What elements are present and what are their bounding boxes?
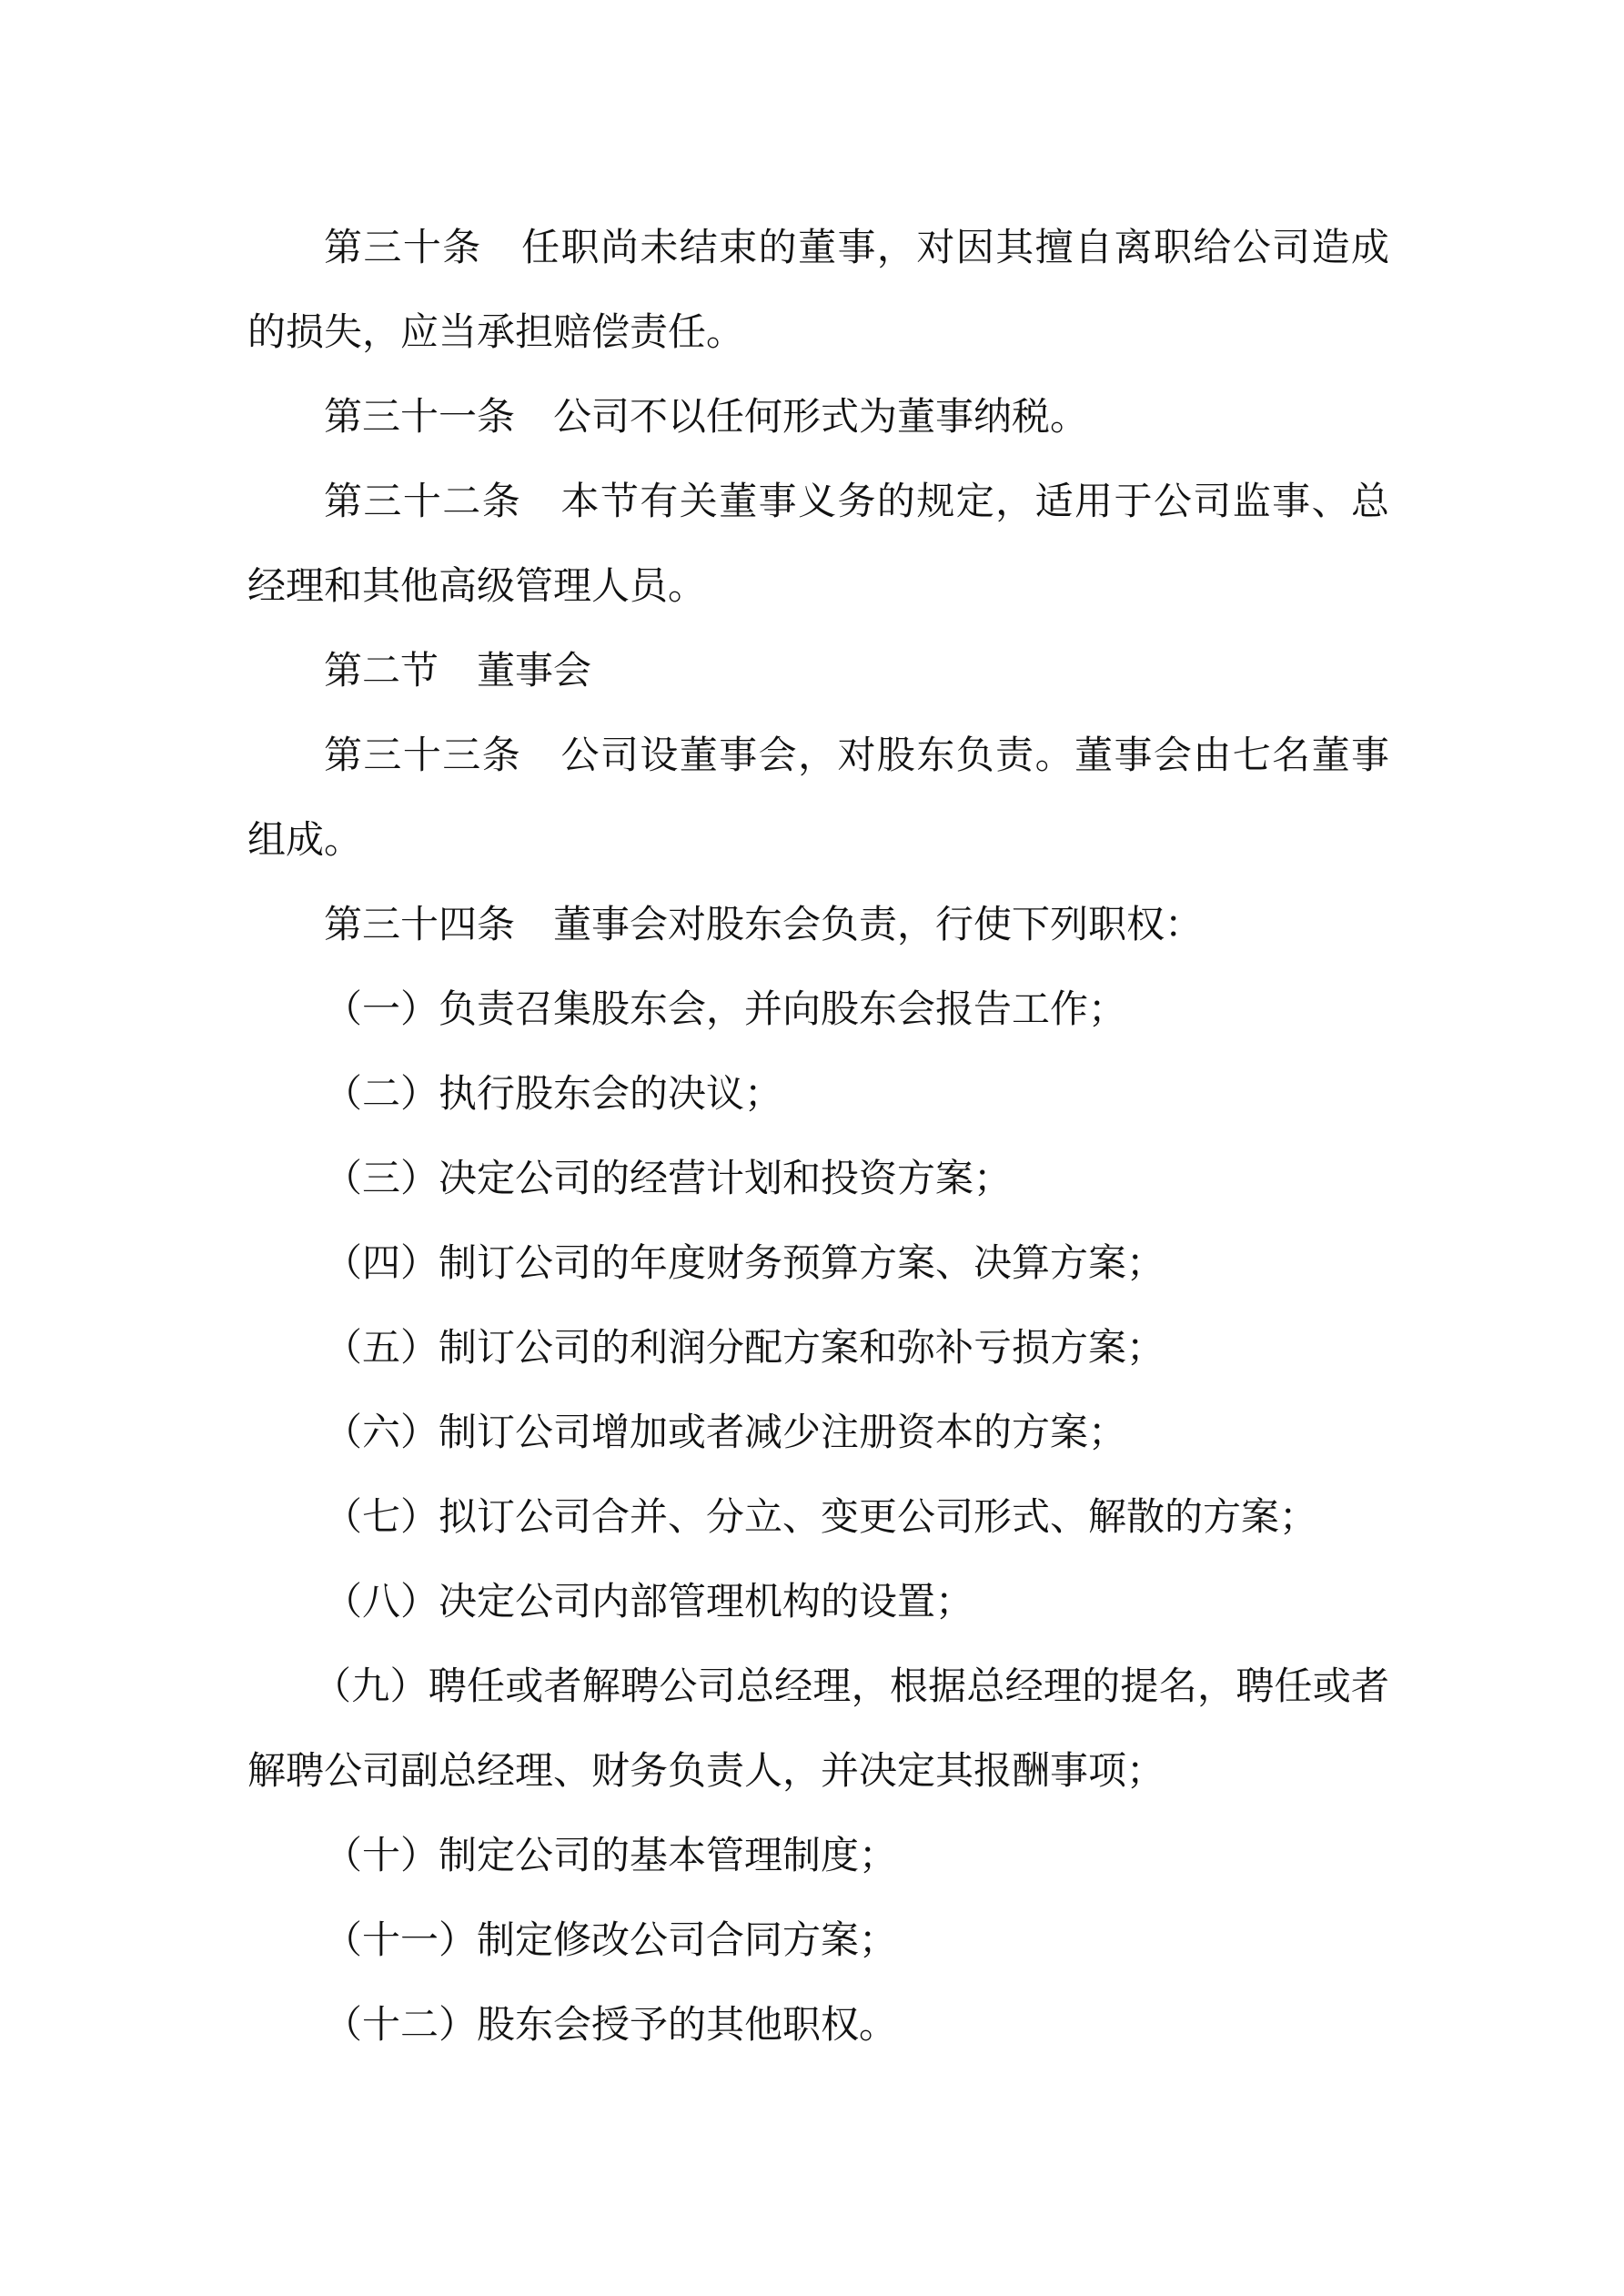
article-34: 第三十四条 董事会对股东会负责，行使下列职权： [324, 902, 1204, 946]
list-item-4: （四）制订公司的年度财务预算方案、决算方案； [324, 1240, 1165, 1285]
list-item-5: （五）制订公司的利润分配方案和弥补亏损方案； [324, 1325, 1165, 1370]
list-item-11: （十一）制定修改公司合同方案； [324, 1917, 898, 1962]
list-item-2: （二）执行股东会的决议； [324, 1071, 783, 1116]
list-item-12: （十二）股东会授予的其他职权。 [324, 2002, 898, 2047]
list-item-3: （三）决定公司的经营计划和投资方案； [324, 1156, 1013, 1200]
list-item-7: （七）拟订公司合并、分立、变更公司形式、解散的方案； [324, 1494, 1318, 1539]
list-item-1: （一）负责召集股东会，并向股东会报告工作； [324, 986, 1127, 1031]
list-item-8: （八）决定公司内部管理机构的设置； [324, 1579, 974, 1623]
section-heading-board: 第二节 董事会 [324, 648, 592, 693]
article-32: 第三十二条 本节有关董事义务的规定，适用于公司监事、总经理和其他高级管理人员。 [247, 479, 1389, 608]
list-item-6: （六）制订公司增加或者减少注册资本的方案； [324, 1410, 1127, 1454]
article-33: 第三十三条 公司设董事会，对股东负责。董事会由七名董事组成。 [247, 733, 1389, 862]
list-item-9: （九）聘任或者解聘公司总经理，根据总经理的提名，聘任或者解聘公司副总经理、财务负责人，并决定其报酬事项； [247, 1664, 1389, 1793]
document-body [247, 205, 1389, 2067]
article-30: 第三十条 任职尚未结束的董事，对因其擅自离职给公司造成的损失，应当承担赔偿责任。 [247, 225, 1389, 354]
list-item-10: （十）制定公司的基本管理制度； [324, 1833, 898, 1877]
article-31: 第三十一条 公司不以任何形式为董事纳税。 [324, 394, 1089, 439]
